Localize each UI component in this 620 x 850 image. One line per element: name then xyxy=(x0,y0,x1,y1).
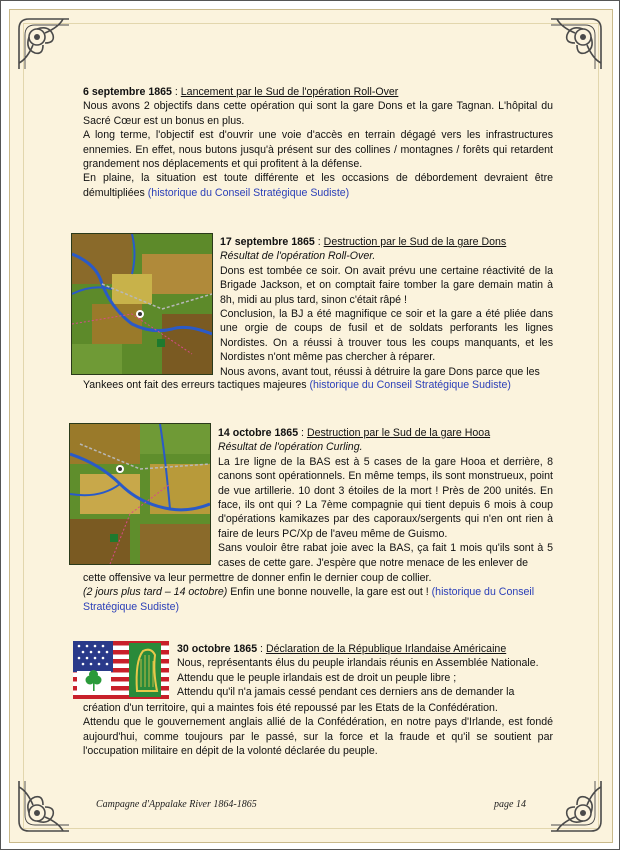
entry-paragraph: Nous, représentants élus du peuple irlandais réunis en Assemblée Nationale. xyxy=(177,657,539,670)
entry-irish-tail xyxy=(83,701,553,759)
entry-title: Déclaration de la République Irlandaise Américaine xyxy=(265,643,507,655)
entry-date: 17 septembre 1865 xyxy=(220,236,315,248)
map-image xyxy=(69,423,211,565)
irish-american-flag-image xyxy=(73,641,169,699)
entry-roll-over-launch xyxy=(83,85,553,200)
corner-ornament-icon xyxy=(15,777,73,835)
entry-date: 6 septembre 1865 xyxy=(83,86,172,98)
entry-paragraph: Conclusion, la BJ a été magnifique ce soir et la gare a été pliée dans une orgie de coups de fusil et de soldats perforants les lignes Nordistes. On a réussi à trouver tous les coups manquants, et les Nordistes n'ont même pas chercher à réparer. xyxy=(220,308,553,364)
entry-title: Lancement par le Sud de l'opération Roll-Over xyxy=(180,86,399,98)
entry-postscript: (2 jours plus tard – 14 octobre) Enfin une bonne nouvelle, la gare est out ! (historique du Conseil Stratégique Sudiste) xyxy=(83,586,535,613)
entry-hooa-destruction xyxy=(218,426,553,570)
entry-paragraph: Nous avons, avant tout, réussi à détruire la gare Dons parce que les xyxy=(220,365,540,378)
entry-paragraph: Attendu que le gouvernement anglais allié de la Confédération, en notre pays d'Irlande, est fondé aujourd'hui, comme toujours par le passé, sur la force et la fraude et qu'il se soutient par l'occupation militaire en dépit de la volonté déclarée du peuple. xyxy=(83,716,553,758)
entry-paragraph: Attendu que le peuple irlandais est de droit un peuple libre ; xyxy=(177,671,457,684)
entry-paragraph: Yankees ont fait des erreurs tactiques majeures (historique du Conseil Stratégique Sudiste) xyxy=(83,379,511,391)
map-image xyxy=(71,233,213,375)
entry-paragraph: Sans vouloir être rabat joie avec la BAS, ça fait 1 mois qu'ils sont à 5 cases de cette gare. J'espère que notre menace de les enlever de xyxy=(218,542,553,569)
council-history-link[interactable]: (historique du Conseil Stratégique Sudiste) xyxy=(147,186,350,199)
entry-title: Destruction par le Sud de la gare Hooa xyxy=(306,427,491,439)
entry-subtitle: Résultat de l'opération Roll-Over. xyxy=(220,250,376,263)
entry-dons-tail xyxy=(83,378,553,392)
entry-heading: 14 octobre 1865 : Destruction par le Sud de la gare Hooa xyxy=(218,427,491,439)
entry-irish-republic-declaration xyxy=(177,642,553,700)
entry-heading: 30 octobre 1865 : Déclaration de la République Irlandaise Américaine xyxy=(177,643,507,655)
corner-ornament-icon xyxy=(547,777,605,835)
entry-paragraph: A long terme, l'objectif est d'ouvrir une voie d'accès en terrain dégagé vers les infrastructures ennemies. En effet, nous butons jusqu'à présent sur des collines / montagnes / forêts qui retardent grandement nos déplacements et qui profitent à la défense. xyxy=(83,129,553,171)
entry-date: 14 octobre 1865 xyxy=(218,427,299,439)
entry-dons-destruction xyxy=(220,235,553,379)
page-footer xyxy=(96,799,526,813)
entry-paragraph: Attendu qu'il n'a jamais cessé pendant ces derniers ans de demander la xyxy=(177,686,515,699)
entry-title: Destruction par le Sud de la gare Dons xyxy=(323,236,507,248)
entry-paragraph: En plaine, la situation est toute différente et les occasions de débordement devraient être démultipliées (historique du Conseil Stratégique Sudiste) xyxy=(83,172,553,199)
council-history-link[interactable]: (historique du Conseil Stratégique Sudiste) xyxy=(309,379,511,391)
entry-heading: 17 septembre 1865 : Destruction par le Sud de la gare Dons xyxy=(220,236,507,248)
footer-campaign-title: Campagne d'Appalake River 1864-1865 xyxy=(96,799,257,810)
entry-paragraph: Dons est tombée ce soir. On avait prévu une certaine réactivité de la Brigade Jackson, et on comptait faire tomber la gare demain matin à 8h, midi au plus tard, sinon c'était râpé ! xyxy=(220,264,553,306)
corner-ornament-icon xyxy=(547,15,605,73)
page-number: page 14 xyxy=(494,799,526,810)
entry-paragraph: Nous avons 2 objectifs dans cette opération qui sont la gare Dons et la gare Tagnan. L'hôpital du Sacré Cœur est un bonus en plus. xyxy=(83,100,553,127)
council-history-link[interactable]: (historique du Conseil Stratégique Sudiste) xyxy=(83,586,535,613)
entry-date: 30 octobre 1865 xyxy=(177,643,258,655)
entry-heading: 6 septembre 1865 : Lancement par le Sud de l'opération Roll-Over xyxy=(83,86,399,98)
entry-hooa-tail xyxy=(83,571,553,614)
entry-paragraph: cette offensive va leur permettre de donner enfin le dernier coup de collier. xyxy=(83,572,432,584)
entry-paragraph: La 1re ligne de la BAS est à 5 cases de la gare Hooa et derrière, 8 canons sont opérationnels. En même temps, ils sont monstrueux, point de vue artillerie. 10 dont 3 étoiles de la mort ! Près de 200 unités. En face, ils ont qui ? La 7ème compagnie qui tient depuis 6 mois à coup d'opérations kamikazes par des caporaux/sergents qui n'en ont rien à faire de leurs PC/Xp de l'aveu même de Guismo. xyxy=(218,455,553,540)
entry-paragraph: création d'un territoire, qui a maintes fois été repoussé par les Etats de la Confédération. xyxy=(83,702,498,714)
entry-subtitle: Résultat de l'opération Curling. xyxy=(218,441,363,454)
corner-ornament-icon xyxy=(15,15,73,73)
